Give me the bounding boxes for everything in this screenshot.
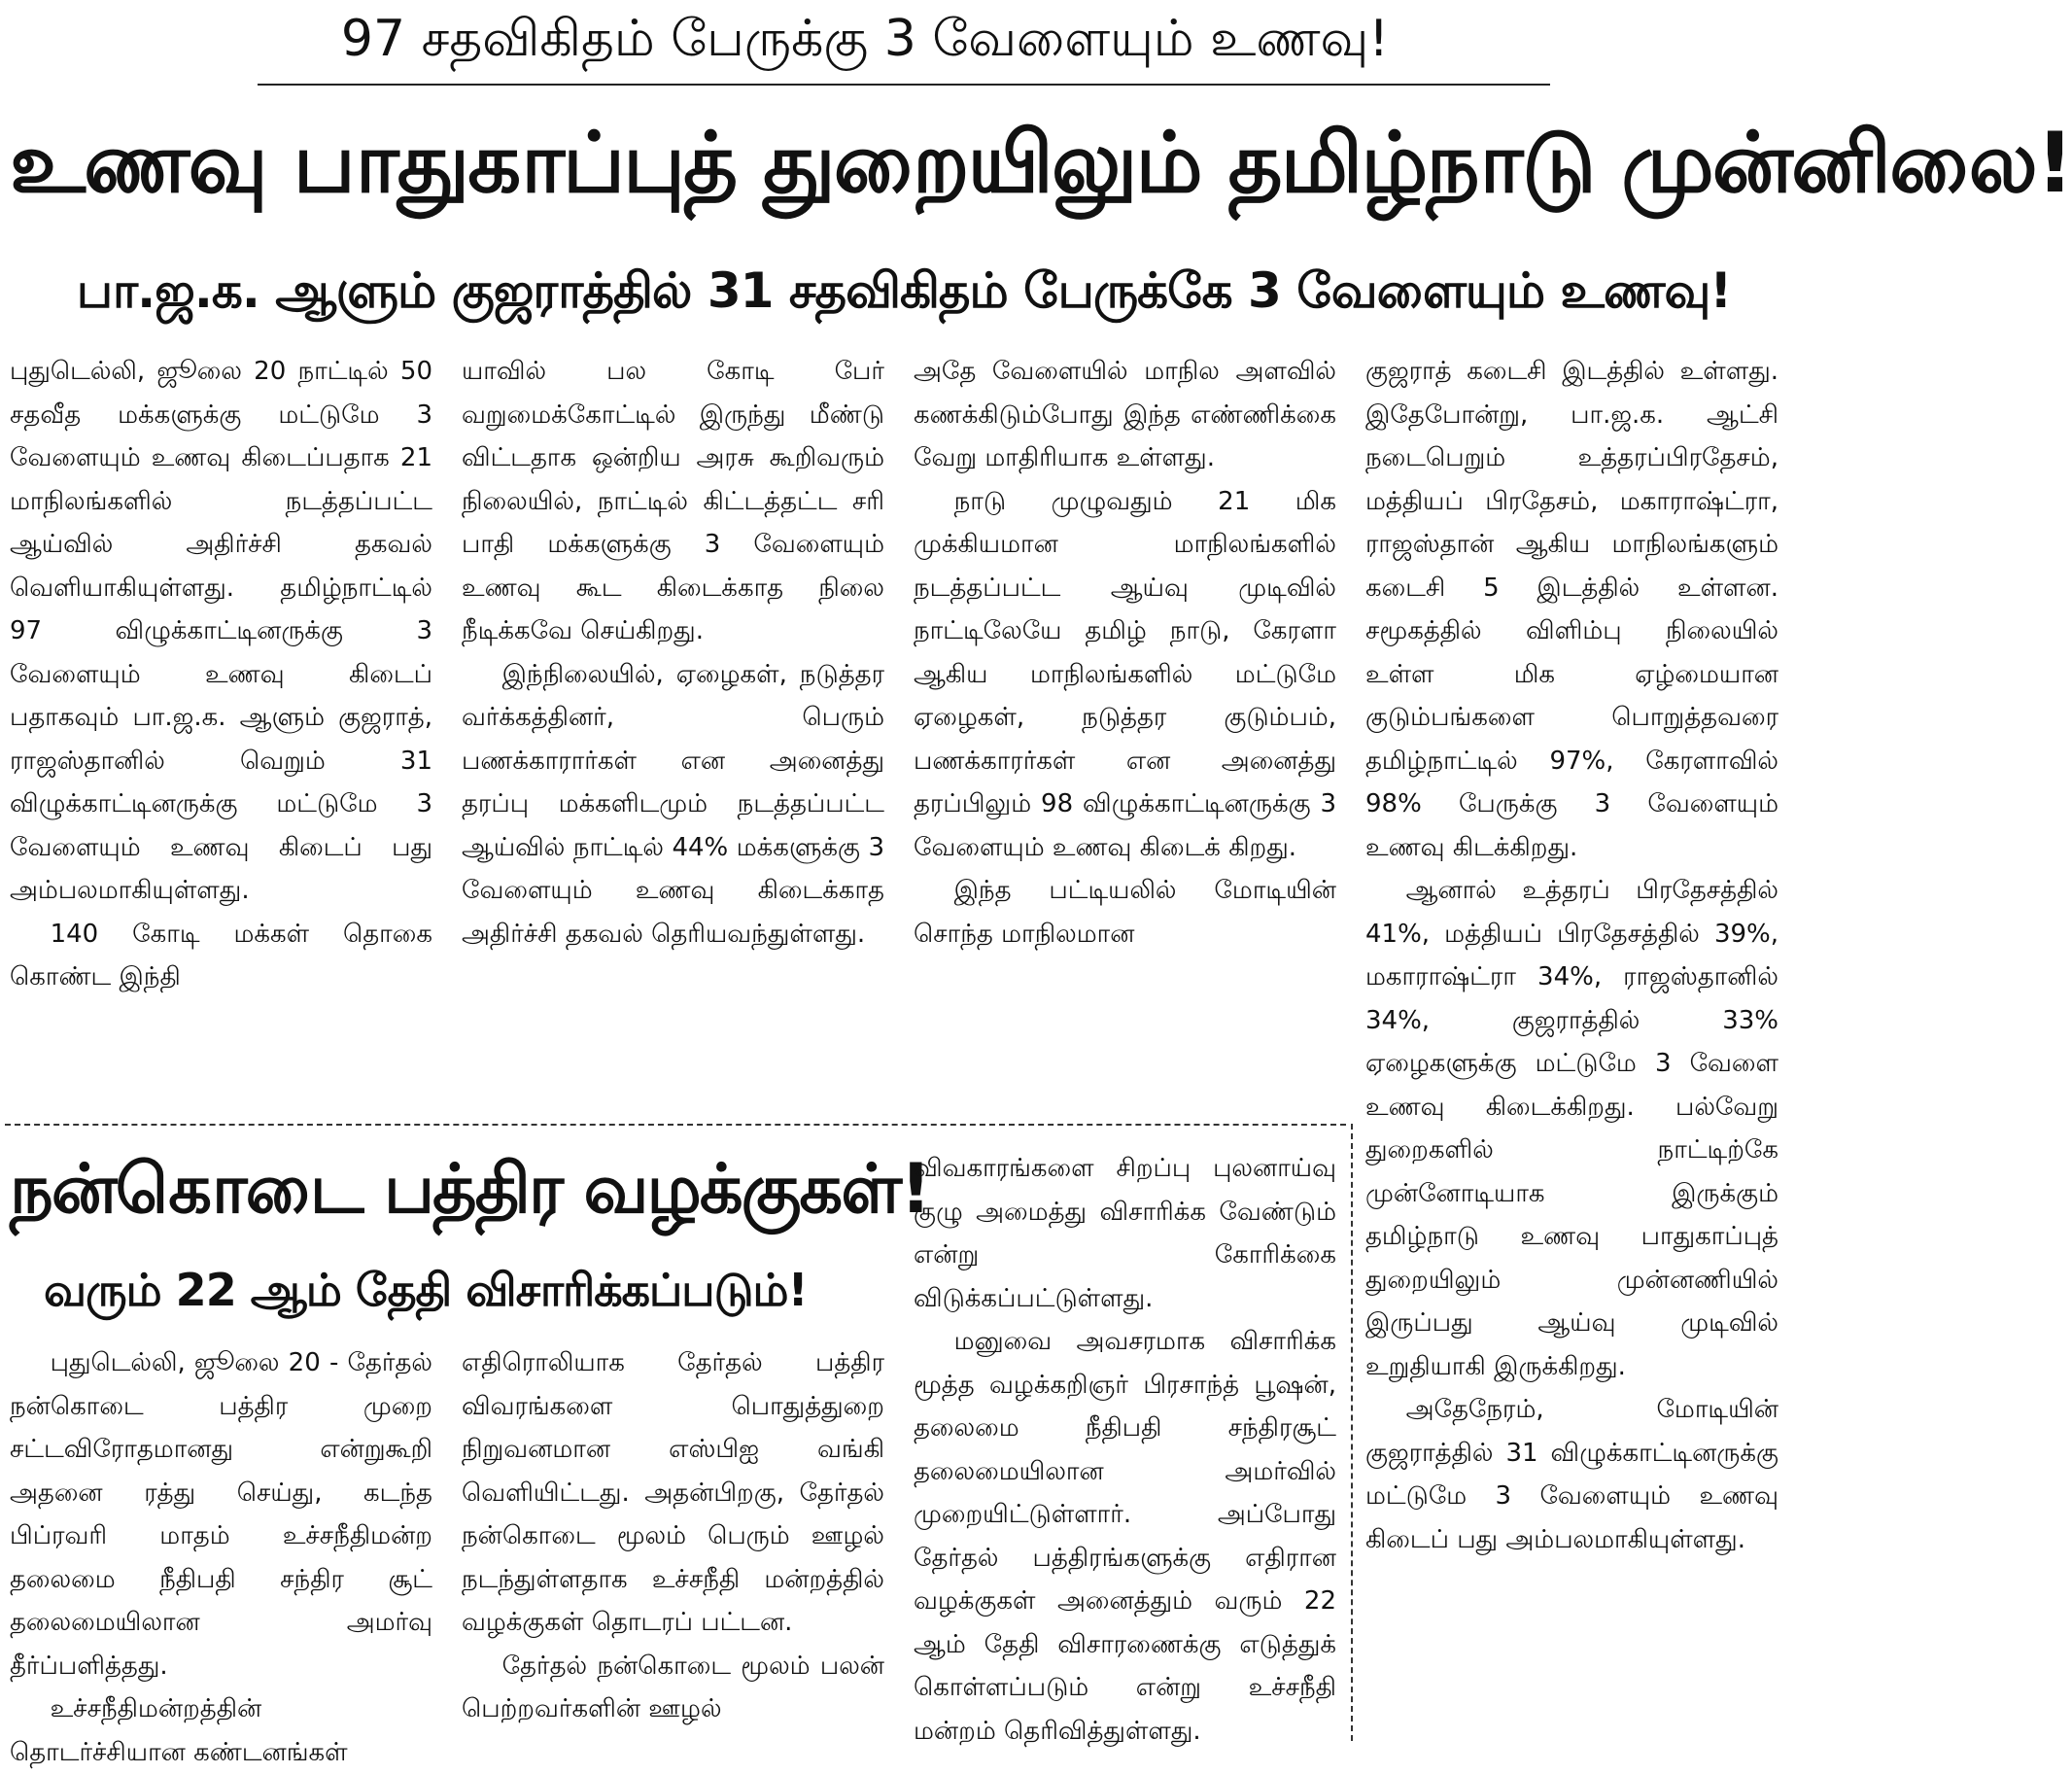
paragraph: விவகாரங்களை சிறப்பு புலனாய்வு குழு அமைத்து விசாரிக்க வேண்டும் என்று கோரிக்கை விடுக்கப்பட்டுள்ளது. <box>914 1154 1336 1313</box>
paragraph: எதிரொலியாக தேர்தல் பத்திர விவரங்களை பொதுத்துறை நிறுவனமான எஸ்பிஐ வங்கி வெளியிட்டது. அதன்பிறகு, தேர்தல் நன்கொடை மூலம் பெரும் ஊழல் நடந்துள்ளதாக உச்சநீதி மன்றத்தில் வழக்குகள் தொடரப் பட்டன. <box>462 1348 884 1637</box>
section-divider-vertical <box>1351 1124 1353 1741</box>
paragraph: புதுடெல்லி, ஜூலை 20 நாட்டில் 50 சதவீத மக்களுக்கு மட்டுமே 3 வேளையும் உணவு கிடைப்பதாக 21 மாநிலங்களில் நடத்தப்பட்ட ஆய்வில் அதிர்ச்சி தகவல் வெளியாகியுள்ளது. தமிழ்நாட்டில் 97 விழுக்காட்டினருக்கு 3 வேளையும் உணவு கிடைப் பதாகவும் பா.ஜ.க. ஆளும் குஜராத், ராஜஸ்தானில் வெறும் 31 விழுக்காட்டினருக்கு மட்டுமே 3 வேளையும் உணவு கிடைப் பது அம்பலமாகியுள்ளது. <box>10 357 432 905</box>
article-kicker: 97 சதவிகிதம் பேருக்கு 3 வேளையும் உணவு! <box>340 10 1390 68</box>
paragraph: ஆனால் உத்தரப் பிரதேசத்தில் 41%, மத்தியப் பிரதேசத்தில் 39%, மகாராஷ்ட்ரா 34%, ராஜஸ்தானில் 34%, குஜராத்தில் 33% ஏழைகளுக்கு மட்டுமே 3 வேளை உணவு கிடைக்கிறது. பல்வேறு துறைகளில் நாட்டிற்கே முன்னோடியாக இருக்கும் தமிழ்நாடு உணவு பாதுகாப்புத் துறையிலும் முன்னணியில் இருப்பது ஆய்வு முடிவில் உறுதியாகி இருக்கிறது. <box>1365 876 1778 1381</box>
article1-column-2 <box>462 350 884 1098</box>
article-headline: உணவு பாதுகாப்புத் துறையிலும் தமிழ்நாடு முன்னிலை! <box>10 115 2072 212</box>
article2-column-1 <box>10 1341 432 1767</box>
paragraph: மனுவை அவசரமாக விசாரிக்க மூத்த வழக்கறிஞர் பிரசாந்த் பூஷன், தலைமை நீதிபதி சந்திரசூட் தலைமையிலான அமர்வில் முறையிட்டுள்ளார். அப்போது தேர்தல் பத்திரங்களுக்கு எதிரான வழக்குகள் அனைத்தும் வரும் 22 ஆம் தேதி விசாரணைக்கு எடுத்துக் கொள்ளப்படும் என்று உச்சநீதி மன்றம் தெரிவித்துள்ளது. <box>914 1327 1336 1746</box>
paragraph: 140 கோடி மக்கள் தொகை கொண்ட இந்தி <box>10 919 432 991</box>
article2-subhead: வரும் 22 ஆம் தேதி விசாரிக்கப்படும்! <box>44 1264 808 1316</box>
paragraph: யாவில் பல கோடி பேர் வறுமைக்கோட்டில் இருந்து மீண்டு விட்டதாக ஒன்றிய அரசு கூறிவரும் நிலையில், நாட்டில் கிட்டத்தட்ட சரி பாதி மக்களுக்கு 3 வேளையும் உணவு கூட கிடைக்காத நிலை நீடிக்கவே செய்கிறது. <box>462 357 884 645</box>
paragraph: நாடு முழுவதும் 21 மிக முக்கியமான மாநிலங்களில் நடத்தப்பட்ட ஆய்வு முடிவில் நாட்டிலேயே தமிழ் நாடு, கேரளா ஆகிய மாநிலங்களில் மட்டுமே ஏழைகள், நடுத்தர குடும்பம், பணக்காரர்கள் என அனைத்து தரப்பிலும் 98 விழுக்காட்டினருக்கு 3 வேளையும் உணவு கிடைக் கிறது. <box>914 486 1336 862</box>
paragraph: அதேநேரம், மோடியின் குஜராத்தில் 31 விழுக்காட்டினருக்கு மட்டுமே 3 வேளையும் உணவு கிடைப் பது அம்பலமாகியுள்ளது. <box>1365 1395 1778 1554</box>
paragraph: உச்சநீதிமன்றத்தின் தொடர்ச்சியான கண்டனங்கள் <box>10 1694 348 1767</box>
article-subhead: பா.ஜ.க. ஆளும் குஜராத்தில் 31 சதவிகிதம் பேருக்கே 3 வேளையும் உணவு! <box>76 262 1732 319</box>
paragraph: புதுடெல்லி, ஜூலை 20 - தேர்தல் நன்கொடை பத்திர முறை சட்டவிரோதமானது என்றுகூறி அதனை ரத்து செய்து, கடந்த பிப்ரவரி மாதம் உச்சநீதிமன்ற தலைமை நீதிபதி சந்திர சூட் தலைமையிலான அமர்வு தீர்ப்பளித்தது. <box>10 1348 432 1681</box>
paragraph: இந்நிலையில், ஏழைகள், நடுத்தர வர்க்கத்தினர், பெரும் பணக்காரார்கள் என அனைத்து தரப்பு மக்களிடமும் நடத்தப்பட்ட ஆய்வில் நாட்டில் 44% மக்களுக்கு 3 வேளையும் உணவு கிடைக்காத அதிர்ச்சி தகவல் தெரியவந்துள்ளது. <box>462 659 884 949</box>
article1-column-1 <box>10 350 432 1098</box>
article1-column-3 <box>914 350 1336 1098</box>
paragraph: குஜராத் கடைசி இடத்தில் உள்ளது. இதேபோன்று, பா.ஜ.க. ஆட்சி நடைபெறும் உத்தரப்பிரதேசம், மத்தியப் பிரதேசம், மகாராஷ்ட்ரா, ராஜஸ்தான் ஆகிய மாநிலங்களும் கடைசி 5 இடத்தில் உள்ளன. சமூகத்தில் விளிம்பு நிலையில் உள்ள மிக ஏழ்மையான குடும்பங்களை பொறுத்தவரை தமிழ்நாட்டில் 97%, கேரளாவில் 98% பேருக்கு 3 வேளையும் உணவு கிடக்கிறது. <box>1365 357 1778 862</box>
paragraph: தேர்தல் நன்கொடை மூலம் பலன் பெற்றவர்களின் ஊழல் <box>462 1651 884 1723</box>
article2-column-3 <box>914 1147 1336 1744</box>
article2-column-2 <box>462 1341 884 1744</box>
article2-headline: நன்கொடை பத்திர வழக்குகள்! <box>10 1149 930 1229</box>
article1-column-4 <box>1365 350 1778 1740</box>
paragraph: இந்த பட்டியலில் மோடியின் சொந்த மாநிலமான <box>914 876 1336 949</box>
kicker-rule <box>258 84 1550 86</box>
section-divider-horizontal <box>5 1124 1346 1126</box>
paragraph: அதே வேளையில் மாநில அளவில் கணக்கிடும்போது இந்த எண்ணிக்கை வேறு மாதிரியாக உள்ளது. <box>914 357 1336 472</box>
